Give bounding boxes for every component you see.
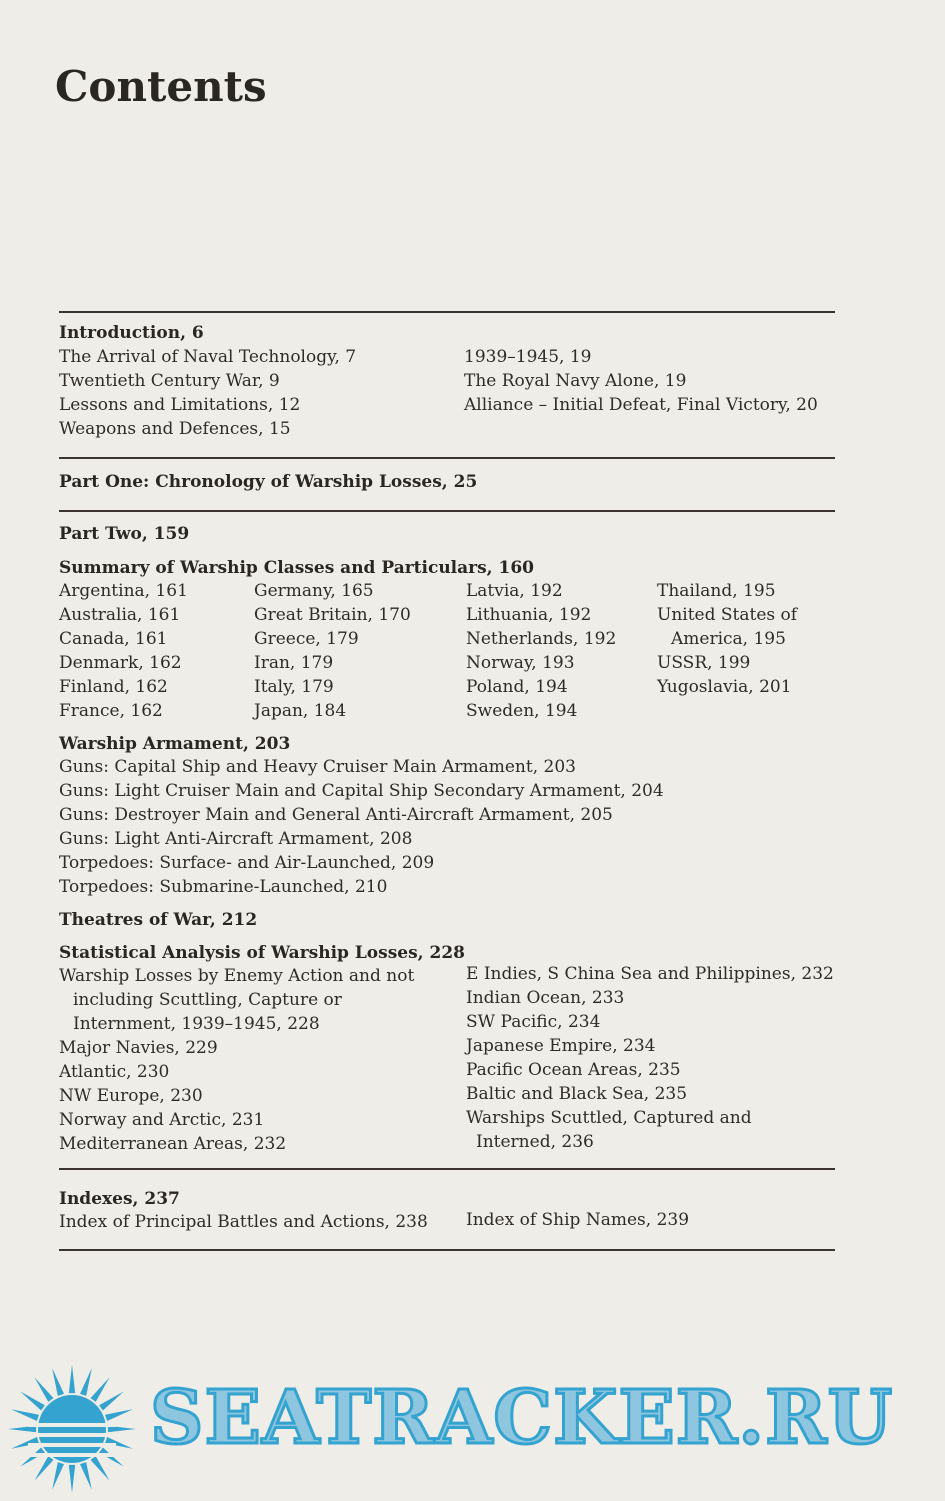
toc-entry: Guns: Capital Ship and Heavy Cruiser Main Armament, 203 [59, 757, 576, 777]
sun-ray [69, 1365, 75, 1393]
toc-entry: USSR, 199 [657, 653, 751, 673]
sun-ray [91, 1377, 110, 1402]
toc-entry: Major Navies, 229 [59, 1038, 218, 1058]
sun-ray [91, 1456, 110, 1481]
page-title: Contents [55, 62, 267, 111]
summary-column-1 [59, 579, 188, 723]
toc-entry: Italy, 179 [254, 677, 334, 697]
sun-ray [69, 1465, 75, 1493]
indexes-heading: Indexes, 237 [59, 1189, 180, 1209]
sun-ray [99, 1448, 124, 1467]
statistical-right-column [466, 962, 834, 1154]
toc-entry: Netherlands, 192 [466, 629, 617, 649]
toc-entry: Torpedoes: Submarine-Launched, 210 [59, 877, 388, 897]
armament-list [59, 755, 664, 899]
sun-ray [34, 1456, 53, 1481]
toc-entry: The Arrival of Naval Technology, 7 [59, 347, 357, 367]
part-one-heading: Part One: Chronology of Warship Losses, 25 [59, 472, 478, 492]
toc-entry: Norway and Arctic, 231 [59, 1110, 265, 1130]
toc-entry: Warships Scuttled, Captured and [466, 1108, 752, 1128]
statistical-left-column [59, 964, 414, 1156]
toc-entry: Japanese Empire, 234 [466, 1036, 656, 1056]
toc-entry: including Scuttling, Capture or [73, 990, 342, 1010]
toc-entry: E Indies, S China Sea and Philippines, 232 [466, 964, 834, 984]
toc-entry: France, 162 [59, 701, 163, 721]
toc-entry: Index of Principal Battles and Actions, 238 [59, 1212, 428, 1232]
introduction-heading: Introduction, 6 [59, 323, 204, 343]
toc-entry: Argentina, 161 [59, 581, 188, 601]
sun-ray [99, 1391, 124, 1410]
sun-ray [80, 1462, 92, 1490]
sun-ray [52, 1462, 64, 1490]
toc-entry: Latvia, 192 [466, 581, 563, 601]
sun-ray [80, 1368, 92, 1396]
toc-entry: Guns: Destroyer Main and General Anti-Aircraft Armament, 205 [59, 805, 613, 825]
sun-ray [52, 1368, 64, 1396]
toc-entry: Mediterranean Areas, 232 [59, 1134, 287, 1154]
toc-entry: Guns: Light Anti-Aircraft Armament, 208 [59, 829, 413, 849]
sun-ray [34, 1377, 53, 1402]
toc-entry: SW Pacific, 234 [466, 1012, 601, 1032]
toc-entry: Yugoslavia, 201 [657, 677, 792, 697]
toc-entry: Sweden, 194 [466, 701, 578, 721]
watermark-text: SEATRACKER.RU [150, 1375, 894, 1461]
toc-entry: 1939–1945, 19 [464, 347, 592, 367]
toc-entry: Torpedoes: Surface- and Air-Launched, 209 [59, 853, 435, 873]
toc-entry: Japan, 184 [254, 701, 347, 721]
toc-entry: NW Europe, 230 [59, 1086, 203, 1106]
summary-column-4 [657, 579, 797, 699]
summary-heading: Summary of Warship Classes and Particulars, 160 [59, 558, 535, 578]
toc-entry: Alliance – Initial Defeat, Final Victory, 20 [464, 395, 818, 415]
toc-entry: Iran, 179 [254, 653, 334, 673]
toc-entry: Indian Ocean, 233 [466, 988, 625, 1008]
toc-entry: Warship Losses by Enemy Action and not [59, 966, 415, 986]
toc-entry: Denmark, 162 [59, 653, 182, 673]
sun-burst-icon [8, 1365, 136, 1493]
summary-column-3 [466, 579, 616, 723]
toc-entry: Germany, 165 [254, 581, 374, 601]
toc-entry: The Royal Navy Alone, 19 [464, 371, 687, 391]
theatres-heading: Theatres of War, 212 [59, 910, 258, 930]
toc-entry: America, 195 [671, 629, 786, 649]
divider [59, 457, 835, 459]
divider [59, 1249, 835, 1251]
toc-entry: Great Britain, 170 [254, 605, 411, 625]
toc-entry: Poland, 194 [466, 677, 568, 697]
sun-ray [20, 1391, 45, 1410]
sun-ray [105, 1437, 133, 1449]
divider [59, 510, 835, 512]
toc-entry: Internment, 1939–1945, 228 [73, 1014, 320, 1034]
toc-entry: Weapons and Defences, 15 [59, 419, 291, 439]
sun-ray [11, 1409, 39, 1421]
toc-entry: Lessons and Limitations, 12 [59, 395, 301, 415]
toc-entry: Pacific Ocean Areas, 235 [466, 1060, 681, 1080]
toc-entry: United States of [657, 605, 798, 625]
sun-ray [11, 1437, 39, 1449]
introduction-right-column [464, 345, 818, 417]
sun-ray [20, 1448, 45, 1467]
toc-entry: Australia, 161 [59, 605, 181, 625]
toc-entry: Interned, 236 [476, 1132, 594, 1152]
toc-entry: Baltic and Black Sea, 235 [466, 1084, 688, 1104]
toc-entry: Atlantic, 230 [59, 1062, 170, 1082]
toc-entry: Guns: Light Cruiser Main and Capital Ship Secondary Armament, 204 [59, 781, 664, 801]
toc-entry: Canada, 161 [59, 629, 168, 649]
statistical-heading: Statistical Analysis of Warship Losses, 228 [59, 943, 465, 963]
sun-ray [105, 1409, 133, 1421]
divider [59, 311, 835, 313]
summary-column-2 [254, 579, 411, 723]
introduction-left-column [59, 345, 356, 441]
toc-entry: Lithuania, 192 [466, 605, 592, 625]
part-two-heading: Part Two, 159 [59, 524, 190, 544]
toc-entry: Twentieth Century War, 9 [59, 371, 280, 391]
toc-entry: Finland, 162 [59, 677, 168, 697]
toc-entry: Norway, 193 [466, 653, 575, 673]
toc-entry: Index of Ship Names, 239 [466, 1210, 690, 1230]
divider [59, 1168, 835, 1170]
toc-entry: Greece, 179 [254, 629, 359, 649]
armament-heading: Warship Armament, 203 [59, 734, 291, 754]
toc-entry: Thailand, 195 [657, 581, 776, 601]
